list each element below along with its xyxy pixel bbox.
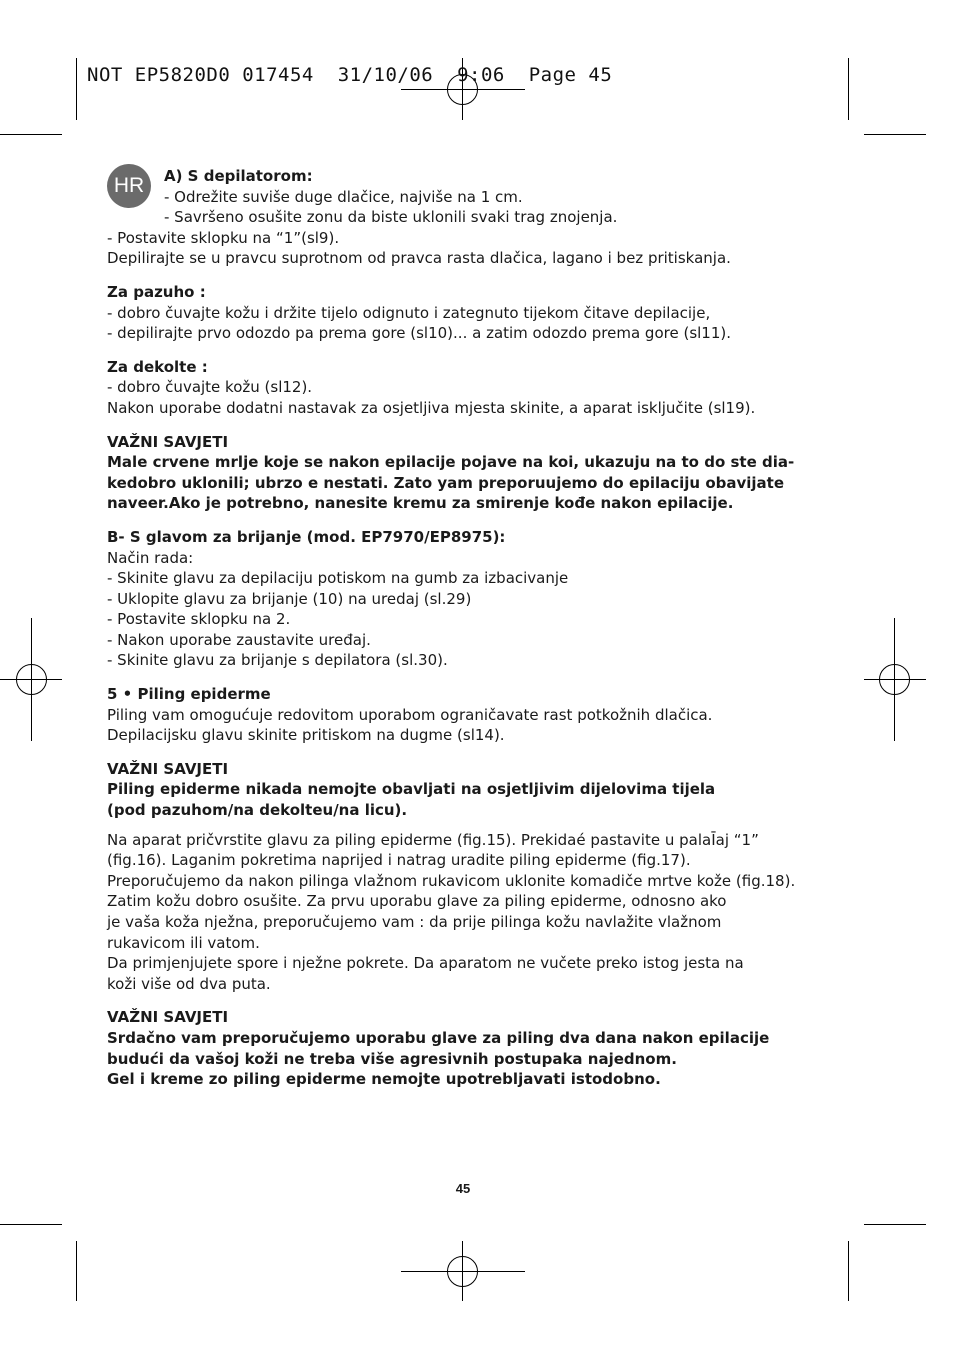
savjeti-3-line: Srdačno vam preporučujemo uporabu glave za piling dva dana nakon epilacije — [107, 1028, 770, 1047]
crop-mark-top-right-vertical — [848, 58, 849, 120]
section-b-line: - Uklopite glavu za brijanje (10) na uredaj (sl.29) — [107, 589, 472, 608]
page-content — [107, 166, 827, 1090]
piling-text-line: (fig.16). Laganim pokretima naprijed i natrag uradite piling epiderme (fig.17). — [107, 851, 691, 870]
section-a-line: - Odrežite suviše duge dlačice, najviše na 1 cm. — [164, 187, 523, 206]
savjeti-3-title: VAŽNI SAVJETI — [107, 1008, 229, 1027]
piling-line: Piling vam omogućuje redovitom uporabom ograničavate rast potkožnih dlačica. — [107, 705, 713, 724]
savjeti-1-line: kedobro uklonili; ubrzo e nestati. Zato yam preporuujemo do epilaciju obavijate — [107, 473, 785, 492]
crop-mark-bottom-left-horizontal — [0, 1224, 62, 1225]
dekolte-line: Nakon uporabe dodatni nastavak za osjetljiva mjesta skinite, a aparat isključite (sl19). — [107, 398, 756, 417]
piling-text-line: Preporučujemo da nakon pilinga vlažnom rukavicom uklonite komadiče mrtve kože (fig.18). — [107, 871, 796, 890]
section-b-title: B- S glavom za brijanje (mod. EP7970/EP8975): — [107, 527, 506, 546]
section-a-line: Depilirajte se u pravcu suprotnom od pravca rasta dlačica, lagano i bez pritiskanja. — [107, 249, 731, 268]
crop-mark-top-right-horizontal — [864, 134, 926, 135]
savjeti-3-line: Gel i kreme zo piling epiderme nemojte upotrebljavati istodobno. — [107, 1070, 661, 1089]
piling-text-line: Na aparat pričvrstite glavu za piling epiderme (fig.15). Prekidaé pastavite u palaĪaj “1” — [107, 830, 759, 849]
piling-line: Depilacijsku glavu skinite pritiskom na dugme (sl14). — [107, 726, 505, 745]
piling-text-line: je vaša koža nježna, preporučujemo vam : da prije pilinga kožu navlažite vlažnom — [107, 913, 722, 931]
language-badge: HR — [107, 164, 151, 208]
savjeti-2-line: Piling epiderme nikada nemojte obavljati na osjetljivim dijelovima tijela — [107, 780, 716, 799]
section-a-title: A) S depilatorom: — [164, 167, 313, 185]
print-slug-header: NOT EP5820D0 017454 31/10/06 9:06 Page 45 — [87, 64, 613, 86]
pazuho-title: Za pazuho : — [107, 282, 206, 301]
crop-mark-bottom-right-horizontal — [864, 1224, 926, 1225]
section-b-line: - Skinite glavu za brijanje s depilatora (sl.30). — [107, 651, 448, 670]
dekolte-line: - dobro čuvajte kožu (sl12). — [107, 378, 313, 397]
crop-mark-top-left-vertical — [76, 58, 77, 120]
piling-text-line: koži više od dva puta. — [107, 974, 271, 993]
piling-title: 5 • Piling epiderme — [107, 685, 271, 704]
section-a-line: - Savršeno osušite zonu da biste uklonili svaki trag znojenja. — [164, 208, 618, 227]
savjeti-1-line: Male crvene mrlje koje se nakon epilacije pojave na koi, ukazuju na to do ste dia- — [107, 453, 795, 472]
section-b-line: - Nakon uporabe zaustavite uređaj. — [107, 630, 371, 649]
savjeti-2-line: (pod pazuhom/na dekolteu/na licu). — [107, 801, 408, 820]
dekolte-title: Za dekolte : — [107, 357, 208, 376]
crop-mark-bottom-left-vertical — [76, 1241, 77, 1301]
section-b-line: Način rada: — [107, 548, 194, 567]
section-b-line: - Skinite glavu za depilaciju potiskom na gumb za izbacivanje — [107, 569, 569, 588]
pazuho-line: - depilirajte prvo odozdo pa prema gore (sl10)... a zatim odozdo prema gore (sl11). — [107, 324, 732, 343]
pazuho-line: - dobro čuvajte kožu i držite tijelo odignuto i zategnuto tijekom čitave depilacije, — [107, 303, 711, 322]
page-number: 45 — [455, 1181, 471, 1196]
piling-text-line: Zatim kožu dobro osušite. Za prvu uporabu glave za piling epiderme, odnosno ako — [107, 892, 727, 911]
savjeti-2-title: VAŽNI SAVJETI — [107, 759, 229, 778]
savjeti-1-title: VAŽNI SAVJETI — [107, 432, 229, 451]
crop-mark-bottom-right-vertical — [848, 1241, 849, 1301]
crop-mark-top-left-horizontal — [0, 134, 62, 135]
section-a-line: - Postavite sklopku na “1”(sl9). — [107, 228, 340, 247]
piling-text-line: rukavicom ili vatom. — [107, 933, 260, 952]
savjeti-1-line: naveer.Ako je potrebno, nanesite kremu za smirenje kođe nakon epilacije. — [107, 494, 734, 513]
piling-text-line: Da primjenjujete spore i nježne pokrete. Da aparatom ne vučete preko istog jesta na — [107, 954, 744, 973]
section-b-line: - Postavite sklopku na 2. — [107, 610, 291, 629]
savjeti-3-line: budući da vašoj koži ne treba više agresivnih postupaka najednom. — [107, 1049, 677, 1068]
